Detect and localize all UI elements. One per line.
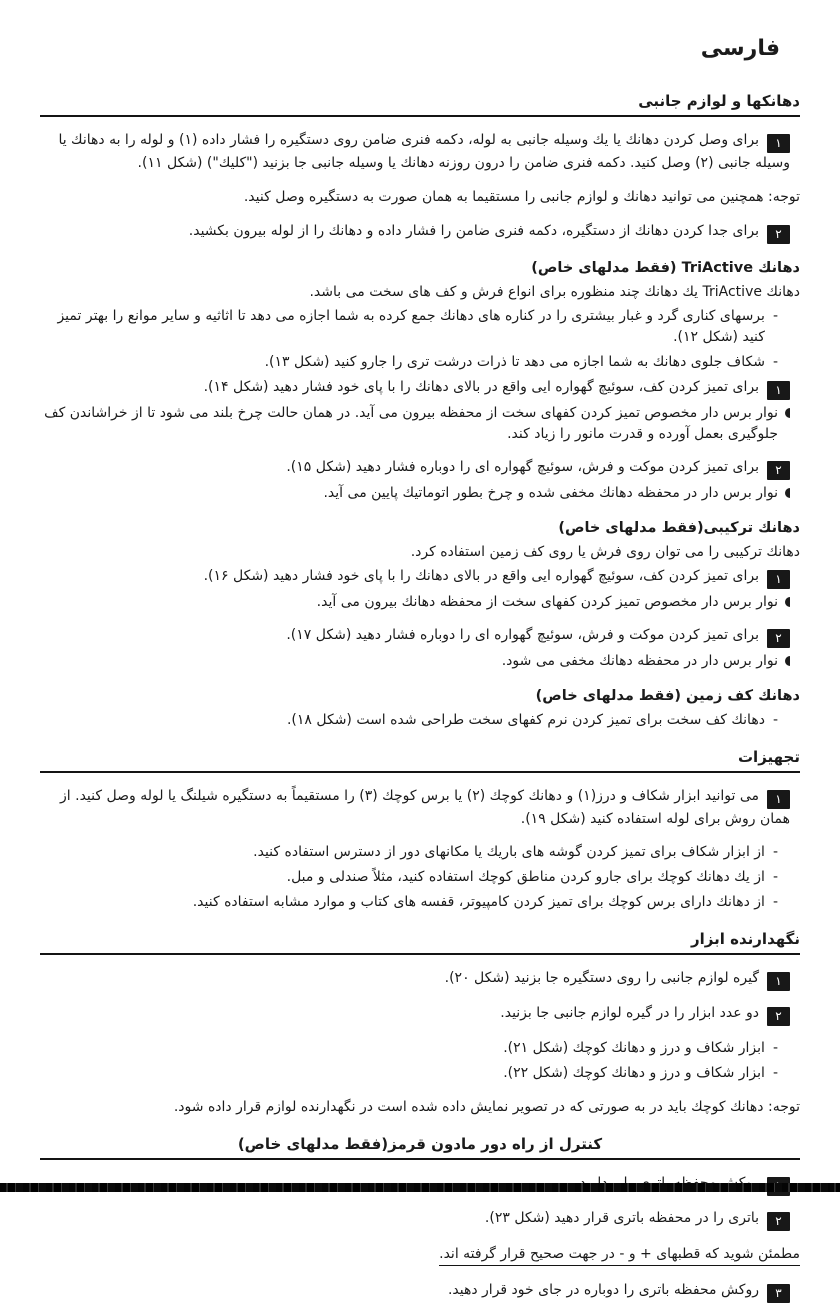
step-number-marker: ۱ bbox=[767, 790, 790, 809]
dash-bullet-icon: - bbox=[772, 712, 778, 728]
body-paragraph: دهانك TriActive يك دهانك چند منظوره برای انواع فرش و كف های سخت می باشد. bbox=[309, 284, 800, 300]
dash-list-item bbox=[40, 842, 778, 863]
section-divider-rule bbox=[40, 771, 800, 773]
numbered-step bbox=[40, 130, 790, 174]
half-circle-bullet-icon bbox=[785, 597, 790, 607]
step-number-marker: ۱ bbox=[767, 134, 790, 153]
dash-item-text: از دهانك دارای برس كوچك برای تميز كردن كامپيوتر، قفسه های كتاب و موارد مشابه استفاده كنيد. bbox=[192, 894, 765, 910]
section-heading: دهانكها و لوازم جانبی bbox=[638, 92, 800, 110]
numbered-step bbox=[40, 625, 790, 648]
step-text: برای تميز كردن موكت و فرش، سوئيچ گهواره ای را دوباره فشار دهيد (شكل ۱۷). bbox=[286, 627, 759, 643]
section-heading: نگهدارنده ابزار bbox=[691, 930, 800, 948]
section-divider-rule bbox=[40, 115, 800, 117]
step-number-marker: ۱ bbox=[767, 972, 790, 991]
result-bullet-item bbox=[40, 592, 790, 613]
result-text: نوار برس دار در محفظه دهانك مخفی می شود. bbox=[501, 653, 778, 669]
result-text: نوار برس دار مخصوص تميز كردن كفهای سخت از محفظه دهانك بيرون می آيد. bbox=[316, 594, 778, 610]
section bbox=[40, 1134, 800, 1303]
dash-bullet-icon: - bbox=[772, 308, 778, 324]
dash-list-item bbox=[40, 1063, 778, 1084]
dash-bullet-icon: - bbox=[772, 354, 778, 370]
dash-item-text: ابزار شكاف و درز و دهانك كوچك (شكل ۲۱). bbox=[503, 1040, 765, 1056]
numbered-step bbox=[40, 786, 790, 830]
dash-item-text: از ابزار شكاف برای تميز كردن گوشه های باريك يا مكانهای دور از دسترس استفاده كنيد. bbox=[253, 844, 765, 860]
step-number-marker: ۲ bbox=[767, 461, 790, 480]
step-number-marker: ۳ bbox=[767, 1284, 790, 1303]
dash-list-item bbox=[40, 352, 778, 373]
dash-list-item bbox=[40, 892, 778, 913]
step-number-marker: ۲ bbox=[767, 1212, 790, 1231]
result-text: نوار برس دار مخصوص تميز كردن كفهای سخت از محفظه بيرون می آيد. در همان حالت چرخ بلند می شود تا از خراشاندن كف جلوگيری بعمل آورده و قدرت مانور را زياد كند. bbox=[44, 405, 778, 442]
underlined-text: مطمئن شويد كه قطبهای + و - در جهت صحيح قرار گرفته اند. bbox=[439, 1246, 800, 1266]
step-text: می توانيد ابزار شكاف و درز(۱) و دهانك كوچك (۲) يا برس كوچك (۳) را مستقيماً به دستگيره شيلنگ يا لوله وصل كنيد. از همان روش برای لوله استفاده كنيد (شكل ۱۹). bbox=[60, 788, 790, 827]
dash-bullet-icon: - bbox=[772, 1065, 778, 1081]
result-bullet-item bbox=[40, 403, 790, 445]
section bbox=[40, 91, 800, 731]
numbered-step bbox=[40, 968, 790, 991]
sub-heading: دهانك تركيبی(فقط مدلهای خاص) bbox=[558, 520, 800, 536]
step-number-marker: ۱ bbox=[767, 381, 790, 400]
step-text: دو عدد ابزار را در گيره لوازم جانبی جا بزنيد. bbox=[500, 1005, 759, 1021]
step-text: برای تميز كردن كف، سوئيچ گهواره ايی واقع در بالای دهانك را با پای خود فشار دهيد (شكل ۱۴). bbox=[203, 379, 759, 395]
note-text: توجه: دهانك كوچك بايد در به صورتی كه در تصوير نمايش داده شده است در نگهدارنده لوازم قرار داده شود. bbox=[173, 1099, 800, 1115]
section bbox=[40, 929, 800, 1118]
step-text: روكش محفظه باتری را دوباره در جای خود قرار دهيد. bbox=[447, 1282, 759, 1298]
numbered-step bbox=[40, 377, 790, 400]
step-number-marker: ۲ bbox=[767, 225, 790, 244]
dash-list-item bbox=[40, 306, 778, 348]
half-circle-bullet-icon bbox=[785, 408, 790, 418]
polarity-warning-text bbox=[40, 1244, 800, 1265]
page-bottom-scan-artifact bbox=[0, 1183, 840, 1192]
note-text: توجه: همچنين می توانيد دهانك و لوازم جانبی را مستقيما به همان صورت به دستگيره وصل كنيد. bbox=[243, 189, 800, 205]
dash-item-text: از يك دهانك كوچك برای جارو كردن مناطق كوچك استفاده كنيد، مثلاً صندلی و مبل. bbox=[286, 869, 765, 885]
numbered-step bbox=[40, 1280, 790, 1303]
dash-item-text: برسهای كناری گرد و غبار بيشتری را در كناره های دهانك جمع كرده به شما اجازه می دهد تا اثاثيه و ساير موانع را بهتر تميز كنيد (شكل ۱۲). bbox=[57, 308, 765, 345]
section-divider-rule bbox=[40, 1158, 800, 1160]
step-text: باتری را در محفظه باتری قرار دهيد (شكل ۲۳). bbox=[484, 1210, 759, 1226]
section-divider-rule bbox=[40, 953, 800, 955]
numbered-step bbox=[40, 1208, 790, 1231]
numbered-step bbox=[40, 1003, 790, 1026]
numbered-step bbox=[40, 221, 790, 244]
numbered-step bbox=[40, 457, 790, 480]
dash-bullet-icon: - bbox=[772, 844, 778, 860]
half-circle-bullet-icon bbox=[785, 488, 790, 498]
dash-item-text: ابزار شكاف و درز و دهانك كوچك (شكل ۲۲). bbox=[503, 1065, 765, 1081]
step-text: برای وصل كردن دهانك يا يك وسيله جانبی به لوله، دكمه فنری ضامن روی دستگيره را فشار داده (۱) و لوله را به دهانك يا وسيله جانبی (۲) وصل كنيد. دكمه فنری ضامن را درون روزنه دهانك يا وسيله جانبی جا بزنيد ("كليك") (شكل ۱۱). bbox=[58, 132, 790, 171]
dash-bullet-icon: - bbox=[772, 894, 778, 910]
sections-container bbox=[40, 91, 800, 1303]
numbered-step bbox=[40, 566, 790, 589]
result-bullet-item bbox=[40, 651, 790, 672]
result-bullet-item bbox=[40, 483, 790, 504]
step-number-marker: ۱ bbox=[767, 570, 790, 589]
step-text: برای تميز كردن كف، سوئيچ گهواره ايی واقع در بالای دهانك را با پای خود فشار دهيد (شكل ۱۶). bbox=[203, 568, 759, 584]
dash-list-item bbox=[40, 710, 778, 731]
step-text: برای تميز كردن موكت و فرش، سوئيچ گهواره ای را دوباره فشار دهيد (شكل ۱۵). bbox=[286, 459, 759, 475]
step-number-marker: ۲ bbox=[767, 629, 790, 648]
dash-list-item bbox=[40, 867, 778, 888]
step-text: گيره لوازم جانبی را روی دستگيره جا بزنيد (شكل ۲۰). bbox=[444, 970, 759, 986]
dash-item-text: دهانك كف سخت برای تميز كردن نرم كفهای سخت طراحی شده است (شكل ۱۸). bbox=[286, 712, 765, 728]
dash-item-text: شكاف جلوی دهانك به شما اجازه می دهد تا ذرات درشت تری را جارو كنيد (شكل ۱۳). bbox=[264, 354, 765, 370]
step-number-marker: ۲ bbox=[767, 1007, 790, 1026]
page-title: فارسی bbox=[700, 36, 780, 61]
result-text: نوار برس دار در محفظه دهانك مخفی شده و چرخ بطور اتوماتيك پايين می آيد. bbox=[323, 485, 778, 501]
sub-heading: دهانك كف زمين (فقط مدلهای خاص) bbox=[535, 688, 800, 704]
section-heading: تجهيزات bbox=[737, 748, 800, 766]
body-paragraph: دهانك تركيبی را می توان روی فرش يا روی كف زمين استفاده كرد. bbox=[410, 544, 800, 560]
dash-bullet-icon: - bbox=[772, 869, 778, 885]
section bbox=[40, 747, 800, 913]
dash-list-item bbox=[40, 1038, 778, 1059]
sub-heading: دهانك TriActive (فقط مدلهای خاص) bbox=[531, 260, 800, 276]
step-text: برای جدا كردن دهانك از دستگيره، دكمه فنری ضامن را فشار داده و دهانك را از لوله بيرون بكشيد. bbox=[188, 223, 759, 239]
section-heading: كنترل از راه دور مادون قرمز(فقط مدلهای خاص) bbox=[237, 1135, 603, 1153]
dash-bullet-icon: - bbox=[772, 1040, 778, 1056]
half-circle-bullet-icon bbox=[785, 656, 790, 666]
